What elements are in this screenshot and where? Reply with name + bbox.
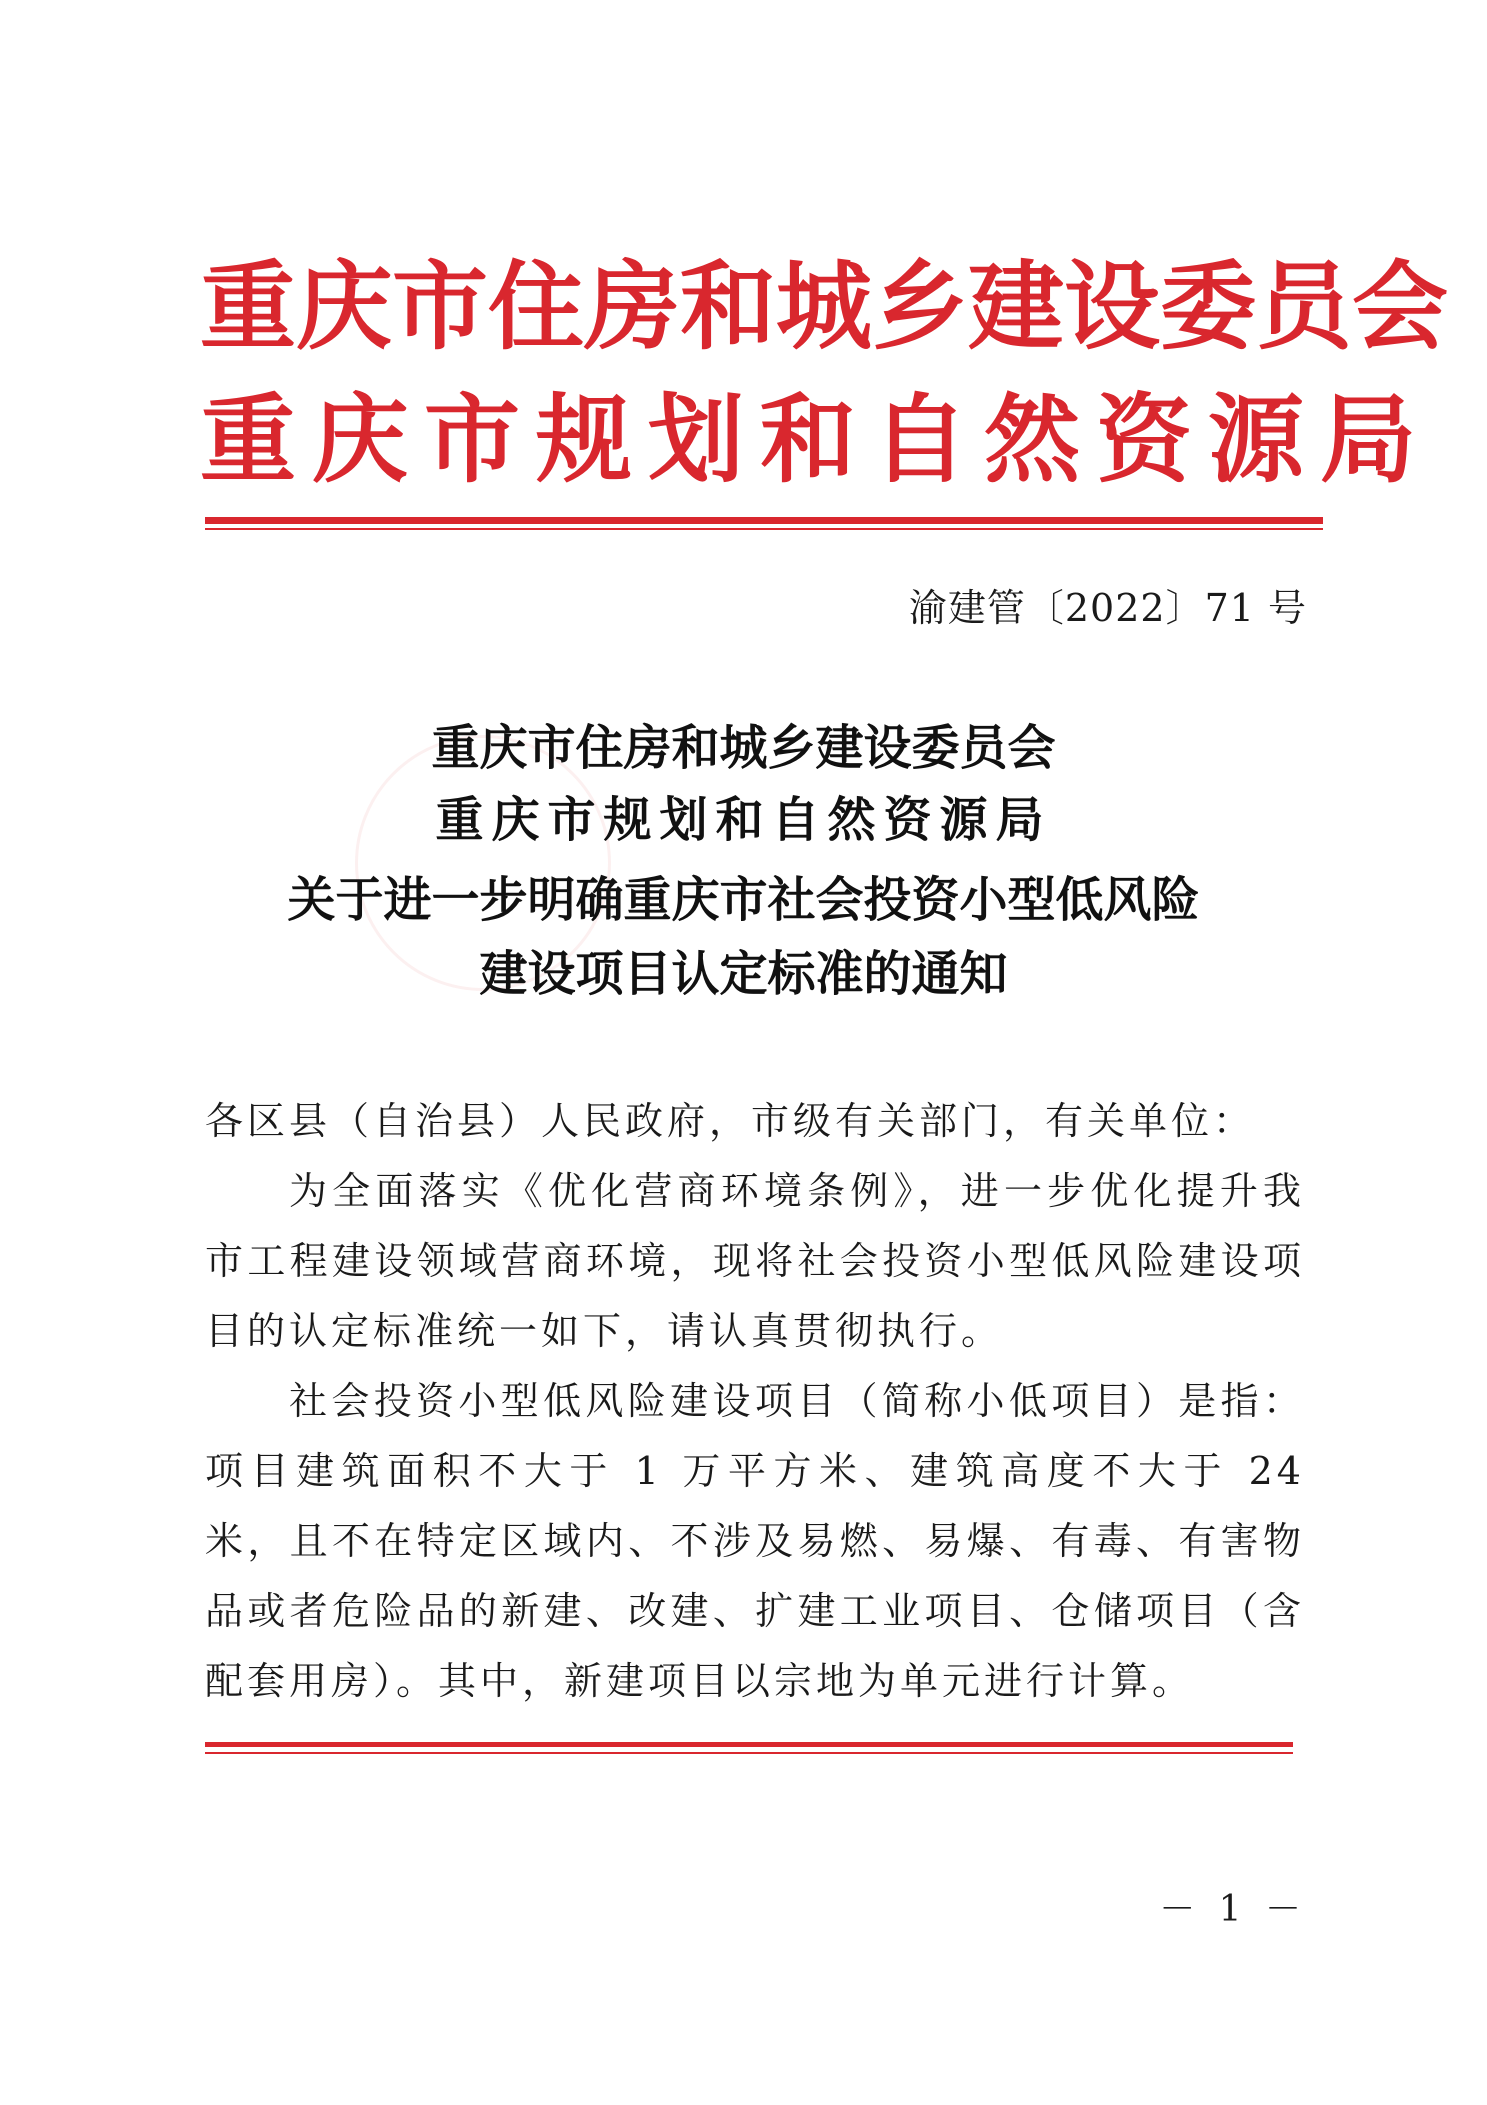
paragraph-1: 为全面落实《优化营商环境条例》，进一步优化提升我市工程建设领域营商环境，现将社会投资小型低风险建设项目的认定标准统一如下，请认真贯彻执行。 <box>205 1169 1305 1353</box>
document-number: 渝建管〔2022〕71 号 <box>908 586 1307 630</box>
footer-red-rule-thin <box>205 1752 1293 1754</box>
title-line-4: 建设项目认定标准的通知 <box>479 946 1008 1002</box>
masthead-line-1: 重庆市住房和城乡建设委员会 <box>200 251 1448 363</box>
paragraph-2: 社会投资小型低风险建设项目（简称小低项目）是指：项目建筑面积不大于 1 万平方米、建筑高度不大于 24 米，且不在特定区域内、不涉及易燃、易爆、有毒、有害物品或者危险品的新建、改建、扩建工业项目、仓储项目（含配套用房）。其中，新建项目以宗地为单元进行计算。 <box>205 1379 1305 1703</box>
page-number: － 1 － <box>1159 1889 1307 1930</box>
masthead-red-rule-thin <box>205 528 1323 530</box>
footer-red-rule <box>205 1742 1293 1747</box>
salutation: 各区县（自治县）人民政府，市级有关部门，有关单位： <box>205 1099 1256 1143</box>
title-line-2: 重庆市规划和自然资源局 <box>435 792 1052 848</box>
masthead-red-rule <box>205 517 1323 524</box>
title-line-3: 关于进一步明确重庆市社会投资小型低风险 <box>287 872 1200 928</box>
masthead-line-2: 重庆市规划和自然资源局 <box>200 384 1432 496</box>
title-line-1: 重庆市住房和城乡建设委员会 <box>431 720 1056 776</box>
